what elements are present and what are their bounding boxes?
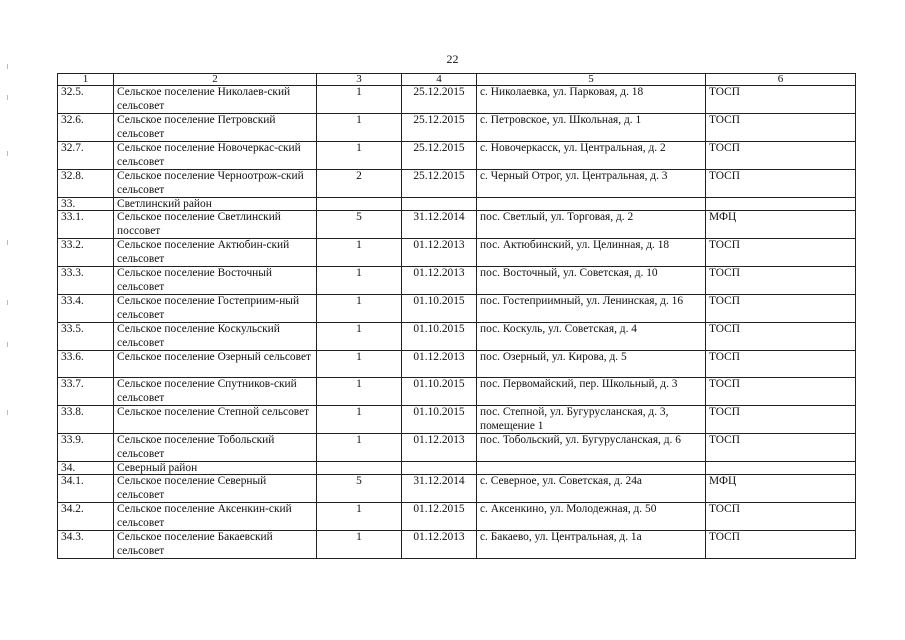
cell-type: ТОСП	[706, 503, 856, 531]
cell-count: 1	[317, 406, 402, 434]
cell-name: Северный район	[114, 462, 317, 475]
cell-n: 33.2.	[58, 239, 114, 267]
cell-count: 1	[317, 434, 402, 462]
cell-name: Сельское поселение Черноотрож-ский сельсовет	[114, 170, 317, 198]
cell-address: с. Николаевка, ул. Парковая, д. 18	[477, 86, 706, 114]
cell-type: ТОСП	[706, 434, 856, 462]
cell-count: 1	[317, 86, 402, 114]
cell-n: 33.5.	[58, 323, 114, 351]
cell-name: Светлинский район	[114, 198, 317, 211]
cell-type: ТОСП	[706, 351, 856, 378]
cell-n: 34.1.	[58, 475, 114, 503]
cell-address: с. Бакаево, ул. Центральная, д. 1а	[477, 531, 706, 559]
header-cell: 2	[114, 74, 317, 86]
cell-date: 01.12.2013	[402, 434, 477, 462]
cell-count	[317, 462, 402, 475]
cell-count: 1	[317, 323, 402, 351]
cell-type: ТОСП	[706, 267, 856, 295]
cell-name: Сельское поселение Тобольский сельсовет	[114, 434, 317, 462]
cell-n: 34.2.	[58, 503, 114, 531]
cell-address: с. Черный Отрог, ул. Центральная, д. 3	[477, 170, 706, 198]
table-row	[58, 323, 856, 351]
table-row	[58, 239, 856, 267]
cell-address: пос. Гостеприимный, ул. Ленинская, д. 16	[477, 295, 706, 323]
cell-date	[402, 462, 477, 475]
cell-date: 01.12.2013	[402, 239, 477, 267]
cell-address: пос. Первомайский, пер. Школьный, д. 3	[477, 378, 706, 406]
cell-date: 01.12.2013	[402, 267, 477, 295]
cell-address: с. Северное, ул. Советская, д. 24а	[477, 475, 706, 503]
settlements-table	[57, 73, 856, 559]
table-row	[58, 86, 856, 114]
region-row	[58, 198, 856, 211]
cell-type	[706, 198, 856, 211]
cell-date: 01.10.2015	[402, 295, 477, 323]
cell-name: Сельское поселение Коскульский сельсовет	[114, 323, 317, 351]
table-row	[58, 378, 856, 406]
cell-name: Сельское поселение Николаев-ский сельсовет	[114, 86, 317, 114]
cell-name: Сельское поселение Озерный сельсовет	[114, 351, 317, 378]
cell-name: Сельское поселение Петровский сельсовет	[114, 114, 317, 142]
table-row	[58, 295, 856, 323]
cell-count: 5	[317, 211, 402, 239]
cell-type	[706, 462, 856, 475]
table-row	[58, 267, 856, 295]
header-cell: 3	[317, 74, 402, 86]
cell-type: ТОСП	[706, 114, 856, 142]
cell-address: пос. Коскуль, ул. Советская, д. 4	[477, 323, 706, 351]
cell-count: 1	[317, 267, 402, 295]
cell-name: Сельское поселение Спутников-ский сельсовет	[114, 378, 317, 406]
cell-date: 31.12.2014	[402, 211, 477, 239]
header-cell: 6	[706, 74, 856, 86]
cell-name: Сельское поселение Новочеркас-ский сельсовет	[114, 142, 317, 170]
table-body	[58, 86, 856, 559]
cell-address	[477, 462, 706, 475]
cell-type: ТОСП	[706, 406, 856, 434]
table-row	[58, 503, 856, 531]
cell-address: с. Аксенкино, ул. Молодежная, д. 50	[477, 503, 706, 531]
table-row	[58, 211, 856, 239]
cell-n: 33.8.	[58, 406, 114, 434]
cell-date: 25.12.2015	[402, 86, 477, 114]
cell-count: 1	[317, 114, 402, 142]
cell-n: 32.5.	[58, 86, 114, 114]
cell-address: пос. Степной, ул. Бугурусланская, д. 3, помещение 1	[477, 406, 706, 434]
cell-count: 1	[317, 503, 402, 531]
cell-date: 01.12.2015	[402, 503, 477, 531]
table-row	[58, 351, 856, 378]
cell-name: Сельское поселение Гостеприим-ный сельсовет	[114, 295, 317, 323]
scan-edge-marks	[7, 0, 11, 640]
cell-type: ТОСП	[706, 170, 856, 198]
cell-name: Сельское поселение Актюбин-ский сельсовет	[114, 239, 317, 267]
cell-n: 33.1.	[58, 211, 114, 239]
cell-n: 32.8.	[58, 170, 114, 198]
cell-type: ТОСП	[706, 323, 856, 351]
cell-n: 33.7.	[58, 378, 114, 406]
cell-n: 33.3.	[58, 267, 114, 295]
cell-date: 01.12.2013	[402, 531, 477, 559]
cell-count: 1	[317, 142, 402, 170]
page-number: 22	[446, 52, 459, 66]
cell-name: Сельское поселение Бакаевский сельсовет	[114, 531, 317, 559]
table-row	[58, 406, 856, 434]
cell-address: с. Новочеркасск, ул. Центральная, д. 2	[477, 142, 706, 170]
cell-date: 01.10.2015	[402, 406, 477, 434]
cell-n: 34.	[58, 462, 114, 475]
cell-n: 33.6.	[58, 351, 114, 378]
cell-count: 1	[317, 531, 402, 559]
cell-type: ТОСП	[706, 295, 856, 323]
cell-type: ТОСП	[706, 378, 856, 406]
cell-count: 1	[317, 351, 402, 378]
cell-address: пос. Светлый, ул. Торговая, д. 2	[477, 211, 706, 239]
cell-address: пос. Озерный, ул. Кирова, д. 5	[477, 351, 706, 378]
cell-type: ТОСП	[706, 86, 856, 114]
cell-n: 34.3.	[58, 531, 114, 559]
region-row	[58, 462, 856, 475]
cell-date: 25.12.2015	[402, 114, 477, 142]
table-row	[58, 142, 856, 170]
cell-name: Сельское поселение Степной сельсовет	[114, 406, 317, 434]
cell-count: 1	[317, 295, 402, 323]
table-row	[58, 114, 856, 142]
table-row	[58, 531, 856, 559]
cell-n: 33.4.	[58, 295, 114, 323]
cell-type: ТОСП	[706, 142, 856, 170]
cell-type: МФЦ	[706, 475, 856, 503]
cell-date: 25.12.2015	[402, 142, 477, 170]
cell-n: 32.7.	[58, 142, 114, 170]
header-cell: 1	[58, 74, 114, 86]
cell-name: Сельское поселение Восточный сельсовет	[114, 267, 317, 295]
cell-date: 25.12.2015	[402, 170, 477, 198]
cell-date: 31.12.2014	[402, 475, 477, 503]
table-header-row	[58, 74, 856, 86]
header-cell: 5	[477, 74, 706, 86]
table-row	[58, 170, 856, 198]
cell-name: Сельское поселение Светлинский поссовет	[114, 211, 317, 239]
cell-address: с. Петровское, ул. Школьная, д. 1	[477, 114, 706, 142]
cell-type: МФЦ	[706, 211, 856, 239]
cell-date: 01.10.2015	[402, 378, 477, 406]
cell-date: 01.10.2015	[402, 323, 477, 351]
table-row	[58, 434, 856, 462]
table-row	[58, 475, 856, 503]
cell-type: ТОСП	[706, 531, 856, 559]
cell-count: 2	[317, 170, 402, 198]
cell-address	[477, 198, 706, 211]
cell-address: пос. Восточный, ул. Советская, д. 10	[477, 267, 706, 295]
cell-address: пос. Актюбинский, ул. Целинная, д. 18	[477, 239, 706, 267]
cell-type: ТОСП	[706, 239, 856, 267]
cell-n: 33.	[58, 198, 114, 211]
cell-n: 32.6.	[58, 114, 114, 142]
cell-count	[317, 198, 402, 211]
cell-date: 01.12.2013	[402, 351, 477, 378]
header-cell: 4	[402, 74, 477, 86]
cell-count: 5	[317, 475, 402, 503]
cell-name: Сельское поселение Северный сельсовет	[114, 475, 317, 503]
cell-name: Сельское поселение Аксенкин-ский сельсовет	[114, 503, 317, 531]
cell-count: 1	[317, 378, 402, 406]
cell-count: 1	[317, 239, 402, 267]
cell-address: пос. Тобольский, ул. Бугурусланская, д. 6	[477, 434, 706, 462]
cell-date	[402, 198, 477, 211]
cell-n: 33.9.	[58, 434, 114, 462]
